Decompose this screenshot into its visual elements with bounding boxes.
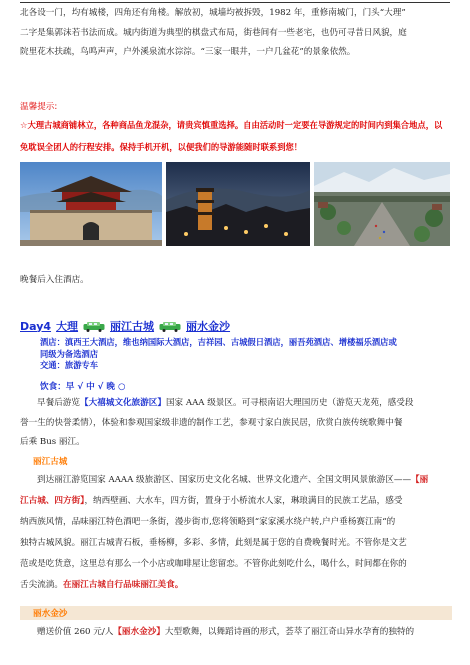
- lijiang-text: 到达丽江游览国家 AAAA 级旅游区、国家历史文化名城、世界文化遗产、全国文明风景旅游区——: [37, 475, 412, 485]
- day4-title: [20, 318, 230, 334]
- morning-line: [20, 394, 452, 414]
- jinsha-line: [20, 623, 452, 643]
- dinner-note: 晚餐后入住酒店。: [20, 275, 89, 285]
- food-highlight: 在丽江古城自行品味丽江美食。: [62, 580, 184, 590]
- photo-lijiang-panorama: [314, 162, 450, 246]
- show-highlight: 【丽水金沙】: [113, 627, 165, 637]
- tip-warning-line: ☆大理古城商铺林立，各种商品鱼龙混杂，请贵宾慎重选择。自由活动时一定要在导游规定的时间内到集合地点，以: [20, 120, 443, 130]
- attraction-highlight: 【大禧城文化旅游区】: [79, 398, 166, 408]
- intro-line: 院里花木扶疏，鸟鸣声声，户外溪泉流水淙淙。“三家一眼井，一户几盆花”的景象依然。: [20, 47, 356, 57]
- header-rule: [20, 2, 450, 3]
- jinsha-paragraph: [20, 623, 452, 643]
- route-mid: 丽江古城: [110, 320, 155, 333]
- day-number: Day4: [20, 319, 52, 333]
- jinsha-text: 大型歌舞，以舞蹈诗画的形式，荟萃了丽江奇山异水孕育的独特的: [164, 627, 415, 637]
- car-icon: [159, 321, 181, 332]
- car-icon: [83, 321, 105, 332]
- tip-label: 温馨提示:: [20, 102, 58, 112]
- tip-warning-line: 免耽误全团人的行程安排。保持手机开机，以便我们的导游能随时联系到您！: [20, 142, 303, 152]
- lijiang-text: ，纳西壁画、大水车，四方街，置身于小桥流水人家，琳琅满目的民族工艺品，感受: [84, 496, 403, 506]
- lijiang-line: [20, 491, 452, 512]
- attraction-highlight: 江古城、四方街】: [20, 496, 85, 506]
- photo-dali-gate: [20, 162, 162, 246]
- morning-line: 誉一生的快誉柔情），体验和参观国家级非遗的制作工艺，参观寸家白族民居，欣赏白族传统歌舞中餐: [20, 417, 403, 428]
- jinsha-text: 赠送价值 260 元/人: [37, 627, 114, 637]
- meals-line: 饮食：早 √ 中 √ 晚 ○: [40, 382, 126, 392]
- lijiang-line: 纳西族风情，品味丽江特色酒吧一条街，漫步街市,您将领略到“家家溪水绕户转,户户垂杨赛江南“的: [20, 517, 396, 527]
- lijiang-line: [20, 470, 452, 491]
- hotel-line: 酒店：滇西王大酒店，维也纳国际大酒店，吉祥园、古城假日酒店，丽吾苑酒店、增楼福乐酒店或: [40, 337, 397, 347]
- photo-lijiang-night: [166, 162, 310, 246]
- intro-paragraph: [20, 4, 452, 63]
- lijiang-line: 范或是吃货意，这里总有那么一个小店或咖啡屋让您留恋。不管你此刻吃什么，喝什么，时间都在你的: [20, 559, 407, 569]
- route-from: 大理: [56, 320, 79, 333]
- transport-line: 交通：旅游专车: [40, 360, 99, 370]
- lijiang-paragraph: [20, 470, 452, 596]
- hotel-line: 同级为备选酒店: [40, 348, 99, 359]
- intro-line: 二字是集郭沫若书法而成。城内街道为典型的棋盘式布局，街巷间有一些老宅，也仍可寻昔日风貌，庭: [20, 27, 407, 38]
- intro-line: 北各设一门，均有城楼，四角还有角楼。解放初，城墙均被拆毁，1982 年，重修南城门，门头“大理”: [20, 8, 406, 18]
- section-label-lijiang: 丽江古城: [33, 457, 68, 467]
- lijiang-line: [20, 575, 452, 596]
- section-label-bg: [20, 606, 452, 620]
- route-to: 丽水金沙: [186, 320, 231, 333]
- section-label-jinsha: 丽水金沙: [33, 609, 68, 619]
- morning-text: 国家 AAA 级景区。可寻根南诏大理国历史（游览天龙苑，感受段: [165, 398, 414, 408]
- lijiang-line: 独特古城风貌。丽江古城青石板，垂杨柳，多彩、多情，此刻是属于您的自费晚餐时光。不管你是文艺: [20, 538, 407, 548]
- hotel-info: [40, 337, 452, 372]
- morning-line: 后乘 Bus 丽江。: [20, 437, 85, 447]
- morning-paragraph: [20, 394, 452, 453]
- morning-text: 早餐后游览: [37, 398, 80, 408]
- lijiang-text: 舌尖流淌。: [20, 580, 63, 590]
- attraction-highlight: 【丽: [411, 475, 429, 485]
